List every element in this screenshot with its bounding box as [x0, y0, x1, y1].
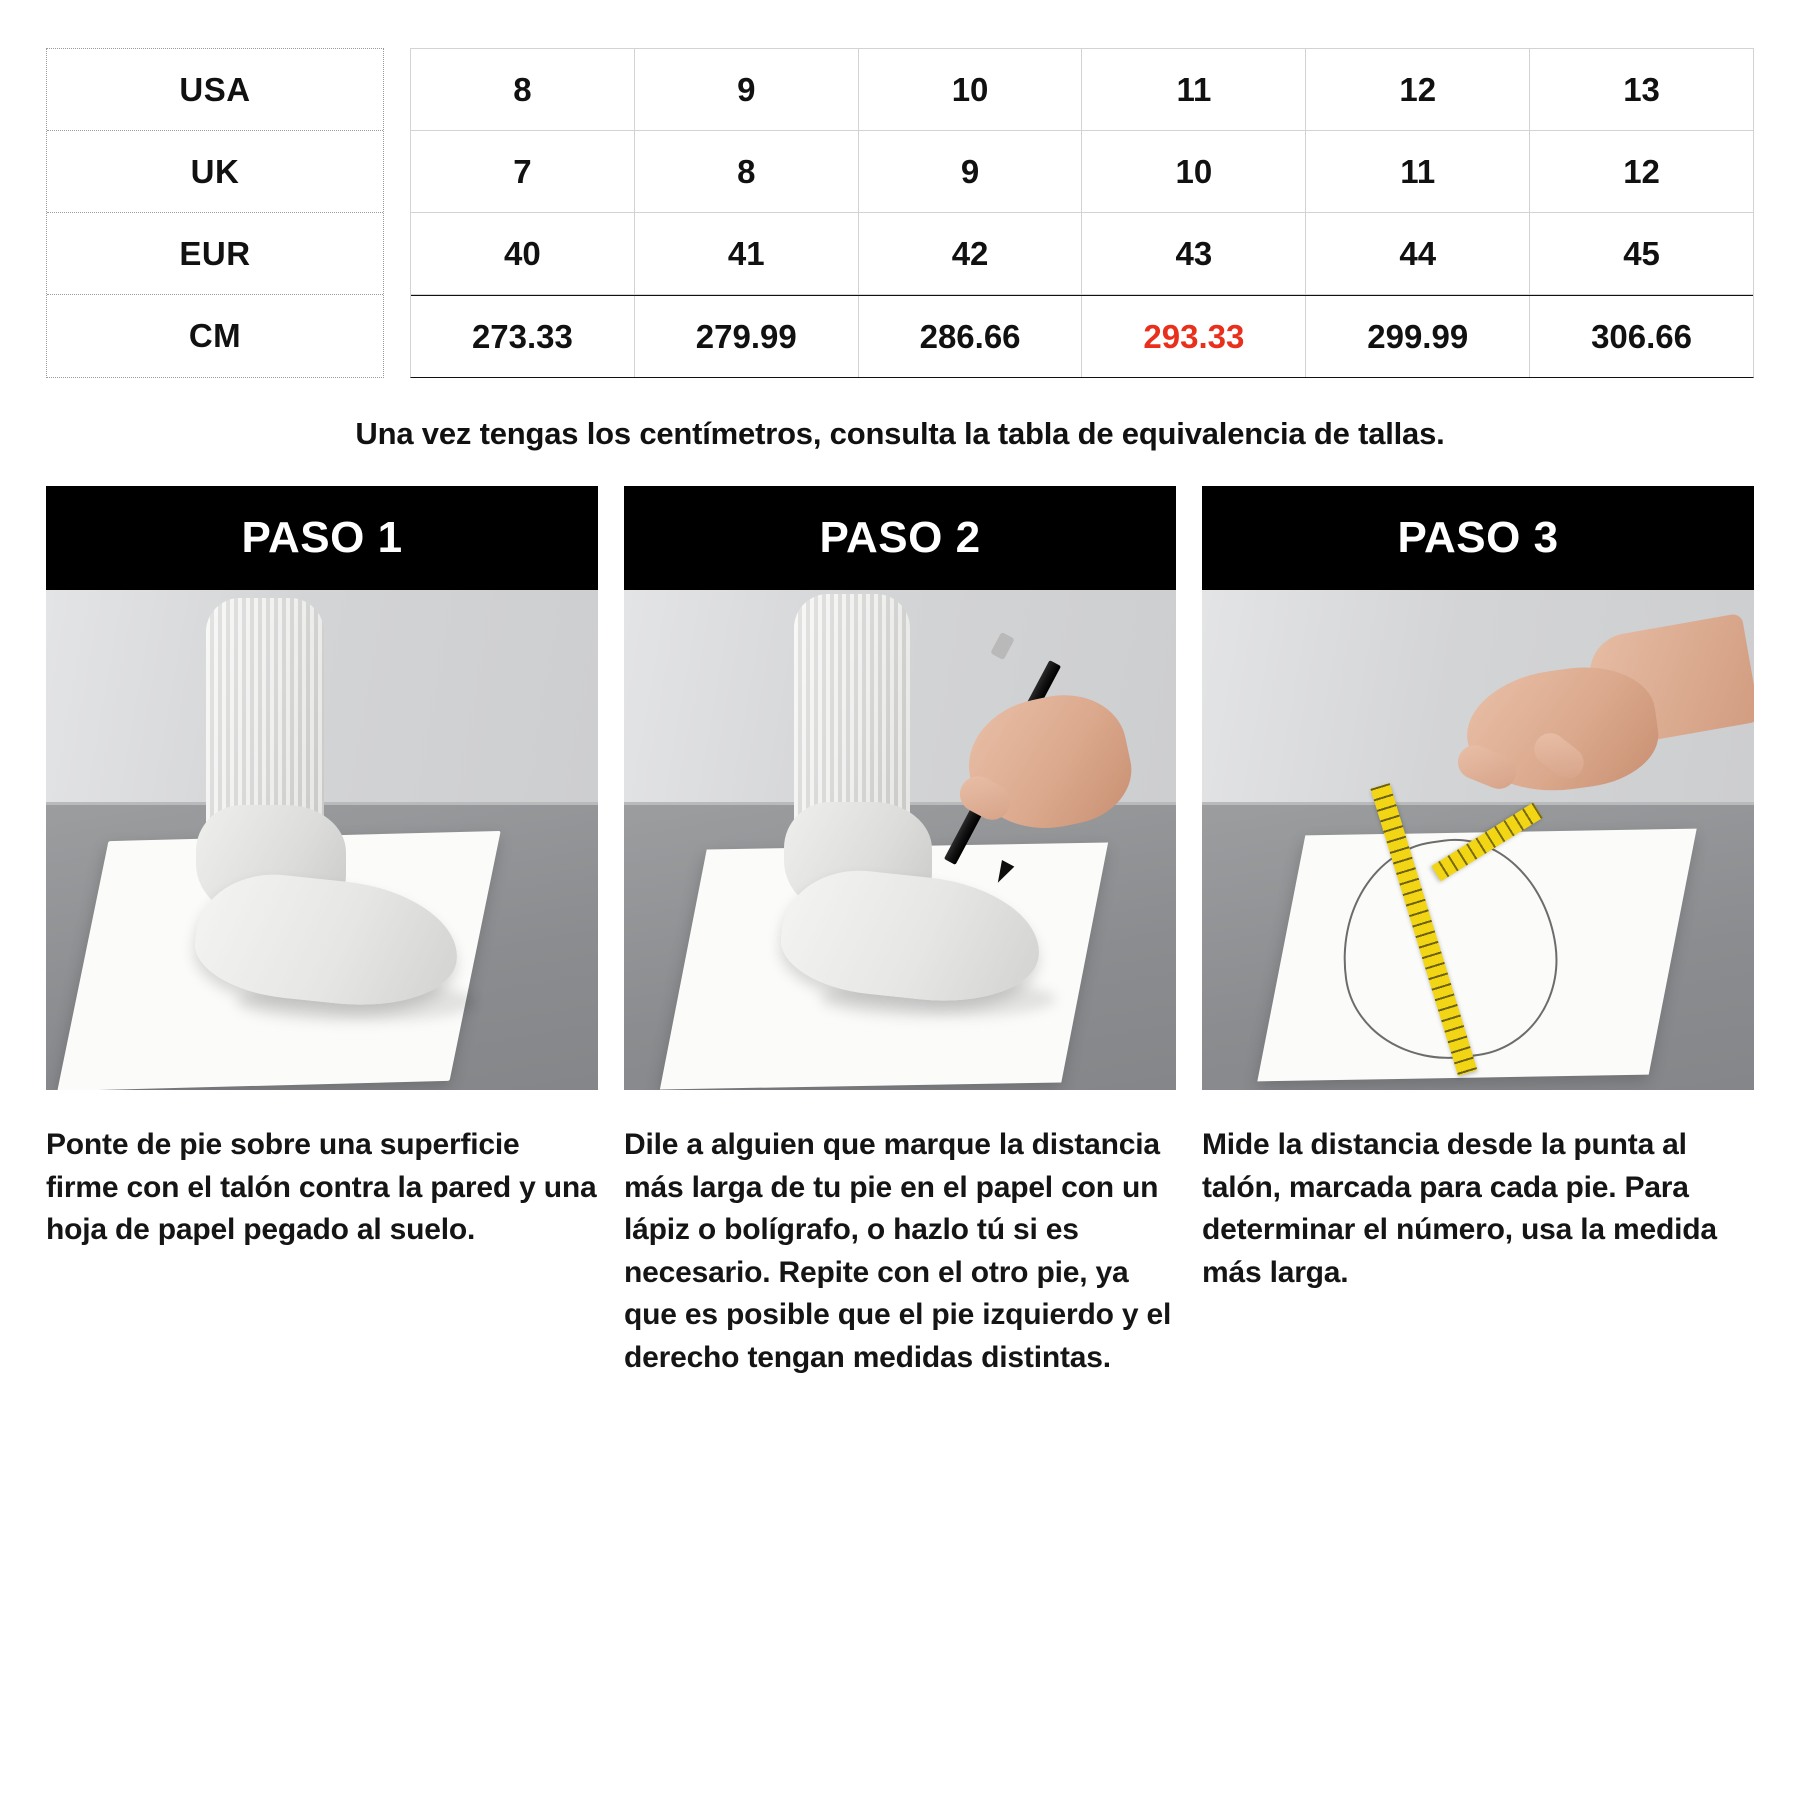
step-3-text: Mide la distancia desde la punta al talón, marcada para cada pie. Para determinar el número, usa la medida más larga. — [1202, 1128, 1717, 1289]
cell-eur-5: 45 — [1623, 234, 1660, 272]
cell-usa-5: 13 — [1623, 70, 1660, 108]
step-3 — [1202, 486, 1754, 1380]
table-row-cm — [411, 295, 1753, 377]
size-table-values — [410, 48, 1754, 378]
cell-cm-0: 273.33 — [411, 296, 635, 377]
cell-usa-0: 8 — [411, 49, 635, 130]
step-2-photo — [624, 590, 1176, 1090]
cell-usa-1: 9 — [635, 49, 859, 130]
cell-uk-1: 8 — [635, 131, 859, 212]
size-table-label-column — [46, 48, 384, 378]
cell-usa-4: 12 — [1306, 49, 1530, 130]
cell-eur-0: 40 — [411, 213, 635, 294]
cell-usa-2: 10 — [859, 49, 1083, 130]
step-1 — [46, 486, 598, 1380]
table-caption: Una vez tengas los centímetros, consulta la tabla de equivalencia de tallas. — [355, 416, 1445, 451]
cell-uk-3: 10 — [1082, 131, 1306, 212]
cell-eur-2: 42 — [859, 213, 1083, 294]
cell-usa-3: 11 — [1082, 49, 1306, 130]
cell-cm-5: 306.66 — [1591, 317, 1693, 355]
cell-uk-0: 7 — [411, 131, 635, 212]
cell-cm-1: 279.99 — [635, 296, 859, 377]
row-label-eur: EUR — [47, 213, 383, 295]
cell-uk-4: 11 — [1306, 131, 1530, 212]
step-2-header: PASO 2 — [624, 486, 1176, 590]
row-label-cm: CM — [188, 317, 242, 354]
step-2 — [624, 486, 1176, 1380]
cell-uk-2: 9 — [859, 131, 1083, 212]
cell-eur-4: 44 — [1306, 213, 1530, 294]
cell-eur-1: 41 — [635, 213, 859, 294]
step-1-photo — [46, 590, 598, 1090]
row-label-usa: USA — [47, 49, 383, 131]
cell-eur-3: 43 — [1082, 213, 1306, 294]
size-conversion-table — [0, 0, 1800, 378]
row-label-uk: UK — [47, 131, 383, 213]
cell-uk-5: 12 — [1623, 152, 1660, 190]
steps-container — [0, 486, 1800, 1380]
cell-cm-4: 299.99 — [1306, 296, 1530, 377]
table-row-uk — [411, 131, 1753, 213]
cell-cm-2: 286.66 — [859, 296, 1083, 377]
step-1-text: Ponte de pie sobre una superficie firme con el talón contra la pared y una hoja de papel pegado al suelo. — [46, 1128, 597, 1247]
step-3-header: PASO 3 — [1202, 486, 1754, 590]
step-2-text: Dile a alguien que marque la distancia más larga de tu pie en el papel con un lápiz o bolígrafo, o hazlo tú si es necesario. Repite con el otro pie, ya que es posible que el pie izquierdo y el derecho tengan medidas distintas. — [624, 1128, 1172, 1374]
table-row-eur — [411, 213, 1753, 295]
step-3-photo — [1202, 590, 1754, 1090]
table-row-usa — [411, 49, 1753, 131]
cell-cm-3-highlighted: 293.33 — [1082, 296, 1306, 377]
step-1-header: PASO 1 — [46, 486, 598, 590]
